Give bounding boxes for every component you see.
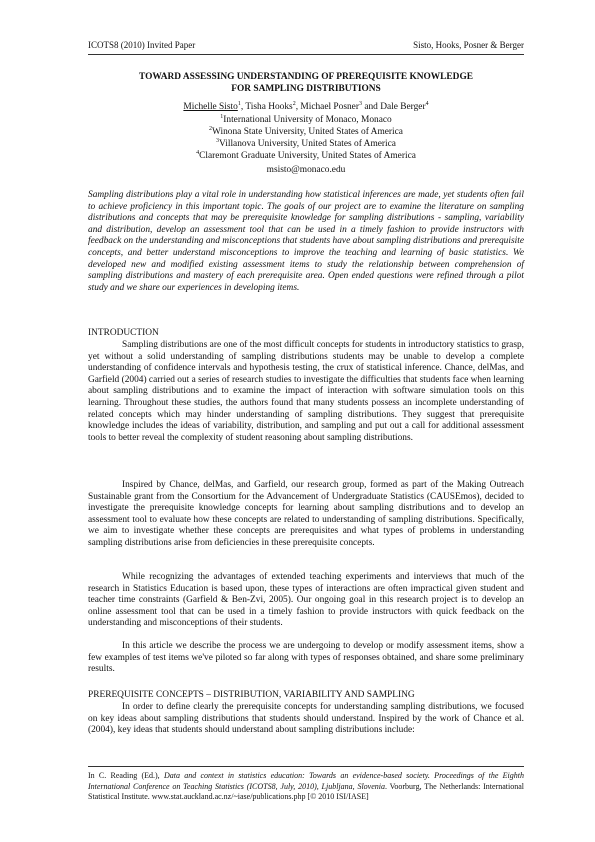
affiliation-mark: 2 [209,125,213,132]
affiliation-line [88,138,524,150]
header-rule [88,54,524,55]
author-affiliation-mark: 2 [292,100,296,107]
title-line-2: FOR SAMPLING DISTRIBUTIONS [231,83,381,94]
author-name: Tisha Hooks [245,102,293,112]
author-name: Michelle Sisto [183,102,238,112]
body-paragraph: Sampling distributions are one of the most difficult concepts for students in introductory statistics to grasp, yet without a solid understanding of sampling distributions students may be unable to develop a complete understanding of confidence intervals and hypothesis testing, the crux of statistical inference. Chance, delMas, and Garfield (2004) carried out a series of research studies to investigate the difficulties that students face when learning about sampling distributions and to examine the impact of interaction with software simulation tools on this learning. Throughout these studies, the authors found that many students possess an incomplete understanding of related concepts which may hinder understanding of sampling distributions. They suggest that prerequisite knowledge includes the ideas of variability, distribution, and sampling and put out a call for additional assessment tools to better reveal the complexity of student reasoning about sampling distributions. [88,340,524,443]
affiliation-mark: 4 [196,149,200,156]
author-affiliation-mark: 4 [425,100,429,107]
affiliation-line [88,114,524,126]
affiliation-text: Villanova University, United States of America [219,139,396,149]
running-head-right: Sisto, Hooks, Posner & Berger [413,40,524,50]
author-separator: , [295,102,301,112]
footer-text: In C. Reading (Ed.), [88,771,164,780]
author-affiliation-mark: 3 [358,100,362,107]
affiliation-line [88,126,524,138]
body-paragraph: In order to define clearly the prerequisite concepts for understanding sampling distributions, we focused on key ideas about sampling distributions that students should understand. Inspired by the work of Chance et al. (2004), key ideas that students should understand about sampling distributions include: [88,702,524,736]
section-heading-introduction: INTRODUCTION [88,328,159,338]
footer-rule [88,766,524,767]
footer-text: . Voorburg, The Netherlands: International Statistical Institute. www.stat.auckland.ac.nz/~iase/publications.php [© 2010 ISI/IASE] [88,781,525,802]
abstract: Sampling distributions play a vital role in understanding how statistical inferences are made, yet students often fail to achieve proficiency in this important topic. The goals of our project are to examine the literature on sampling distributions and concepts that may be prerequisite knowledge for sampling distributions - sampling, variability and distribution, develop an assessment tool that can be used in a timely fashion to provide instructors with feedback on the understanding and misconceptions that students have about sampling distributions and prerequisite concepts, and better understand misconceptions to improve the teaching and learning of basic statistics. We developed new and modified existing assessment items to study the relationship between comprehension of sampling distributions and mastery of each prerequisite area. Open ended questions were refined through a pilot study and we share our experiences in developing items. [88,190,524,293]
section-heading-prerequisite: PREREQUISITE CONCEPTS – DISTRIBUTION, VARIABILITY AND SAMPLING [88,690,415,700]
affiliation-mark: 3 [216,137,220,144]
citation-footer [88,771,524,803]
contact-email[interactable]: msisto@monaco.edu [266,165,346,175]
running-head-left: ICOTS8 (2010) Invited Paper [88,40,196,50]
affiliation-line [88,150,524,162]
author-name: Michael Posner [300,102,359,112]
author-separator: , [240,102,246,112]
author-list [88,101,524,113]
title-line-1: TOWARD ASSESSING UNDERSTANDING OF PREREQUISITE KNOWLEDGE [138,72,473,82]
affiliation-text: International University of Monaco, Monaco [223,115,392,125]
body-paragraph: In this article we describe the process we are undergoing to develop or modify assessment items, show a few examples of test items we've piloted so far along with types of responses obtained, and share some preliminary results. [88,641,524,675]
paper-title [88,72,524,95]
footer-proceedings-title: Data and context in statistics education: Towards an evidence-based society. Proceedings of the Eighth International Conference on Teaching Statistics (ICOTS8, July, 2010), Ljubljana, Slovenia [88,771,524,791]
affiliation-mark: 1 [220,113,224,120]
affiliation-text: Winona State University, United States of America [212,127,403,137]
author-separator: and [361,102,381,112]
author-affiliation-mark: 1 [237,100,241,107]
body-paragraph: While recognizing the advantages of extended teaching experiments and interviews that much of the research in Statistics Education is based upon, these types of interactions are often impractical given student and teacher time constraints (Garfield & Ben-Zvi, 2005). Our ongoing goal in this research project is to develop an online assessment tool that can be used in a timely fashion to provide instructors with quick feedback on the understanding and misconceptions of their students. [88,572,524,629]
affiliation-text: Claremont Graduate University, United States of America [199,151,416,161]
body-paragraph: Inspired by Chance, delMas, and Garfield, our research group, formed as part of the Making Outreach Sustainable grant from the Consortium for the Advancement of Undergraduate Statistics (CAUSEmos), decided to investigate the prerequisite knowledge concepts for learning about sampling distributions and to develop an assessment tool to evaluate how these concepts are related to understanding of sampling distributions. Specifically, we aim to investigate whether these concepts are prerequisites and what types of problems in understanding sampling distributions arise from deficiencies in these prerequisite concepts. [88,480,524,548]
author-name: Dale Berger [380,102,426,112]
